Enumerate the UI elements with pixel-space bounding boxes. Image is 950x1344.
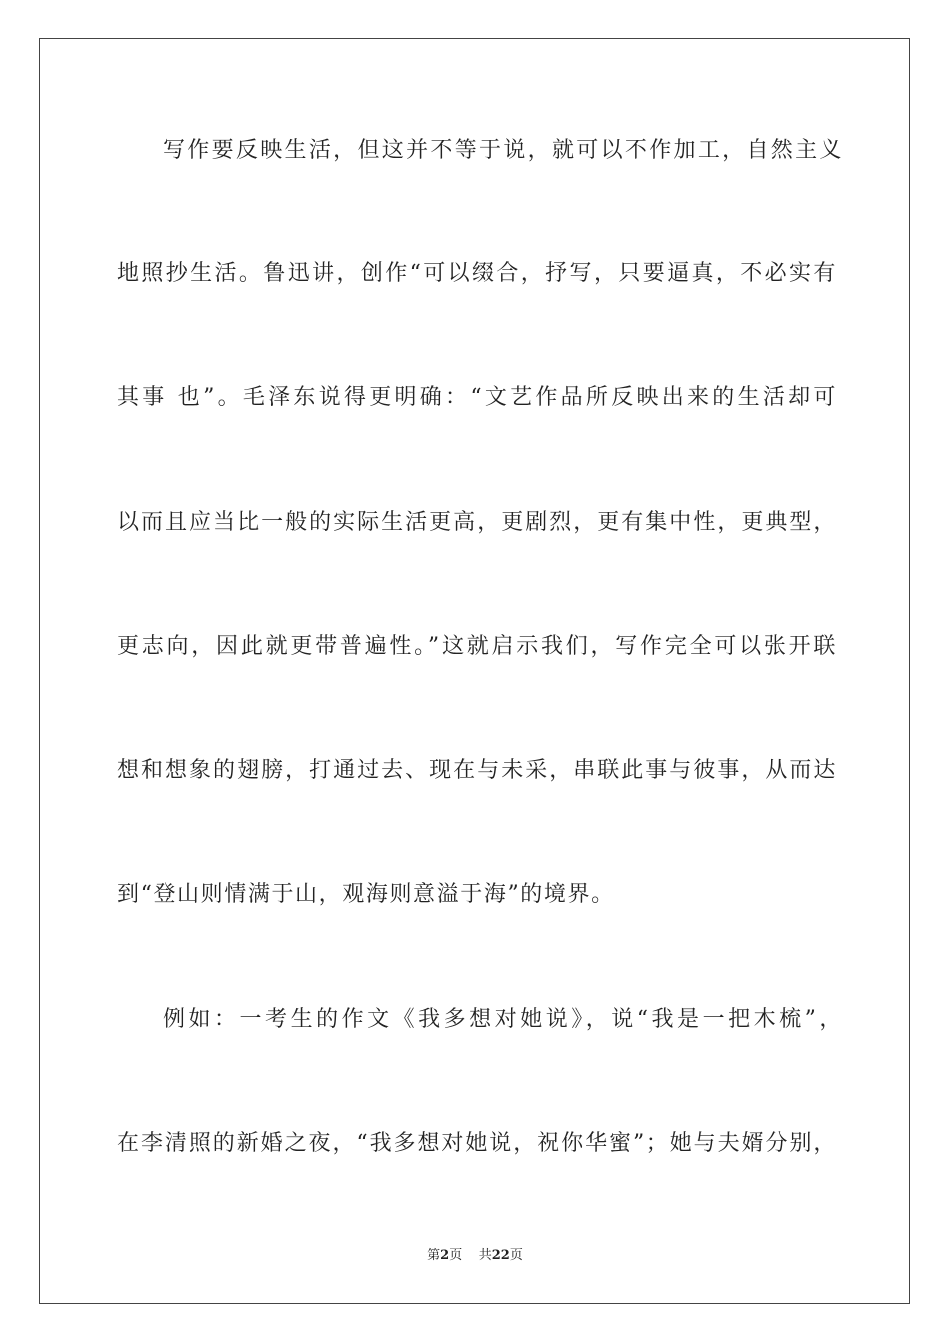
paragraph-1-line-7: 到“登山则情满于山，观海则意溢于海”的境界。 [117,882,615,907]
paragraph-1-line-4: 以而且应当比一般的实际生活更高，更剧烈，更有集中性，更典型， [117,510,837,535]
paragraph-1-line-5: 更志向，因此就更带普遍性。”这就启示我们，写作完全可以张开联 [117,634,837,659]
footer-page-suffix: 页 [449,1248,463,1263]
paragraph-1-line-1: 写作要反映生活，但这并不等于说，就可以不作加工，自然主义 [163,138,843,163]
footer-total-pages: 22 [491,1248,510,1263]
page-border [39,38,910,1304]
footer-page-prefix: 第 [427,1248,441,1263]
paragraph-1-line-3: 其事 也”。毛泽东说得更明确：“文艺作品所反映出来的生活却可 [117,385,837,410]
paragraph-1-line-2: 地照抄生活。鲁迅讲，创作“可以缀合，抒写，只要逼真，不必实有 [117,261,837,286]
footer-page-number: 2 [440,1248,450,1263]
paragraph-1-line-6: 想和想象的翅膀，打通过去、现在与未采，串联此事与彼事，从而达 [117,758,837,783]
paragraph-2-line-1: 例如：一考生的作文《我多想对她说》，说“我是一把木梳”， [163,1007,843,1032]
paragraph-2-line-2: 在李清照的新婚之夜，“我多想对她说，祝你华蜜”；她与夫婿分别， [117,1131,837,1156]
footer-total-suffix: 页 [509,1248,523,1263]
footer-total-prefix: 共 [478,1248,492,1263]
page-footer [0,1247,950,1265]
